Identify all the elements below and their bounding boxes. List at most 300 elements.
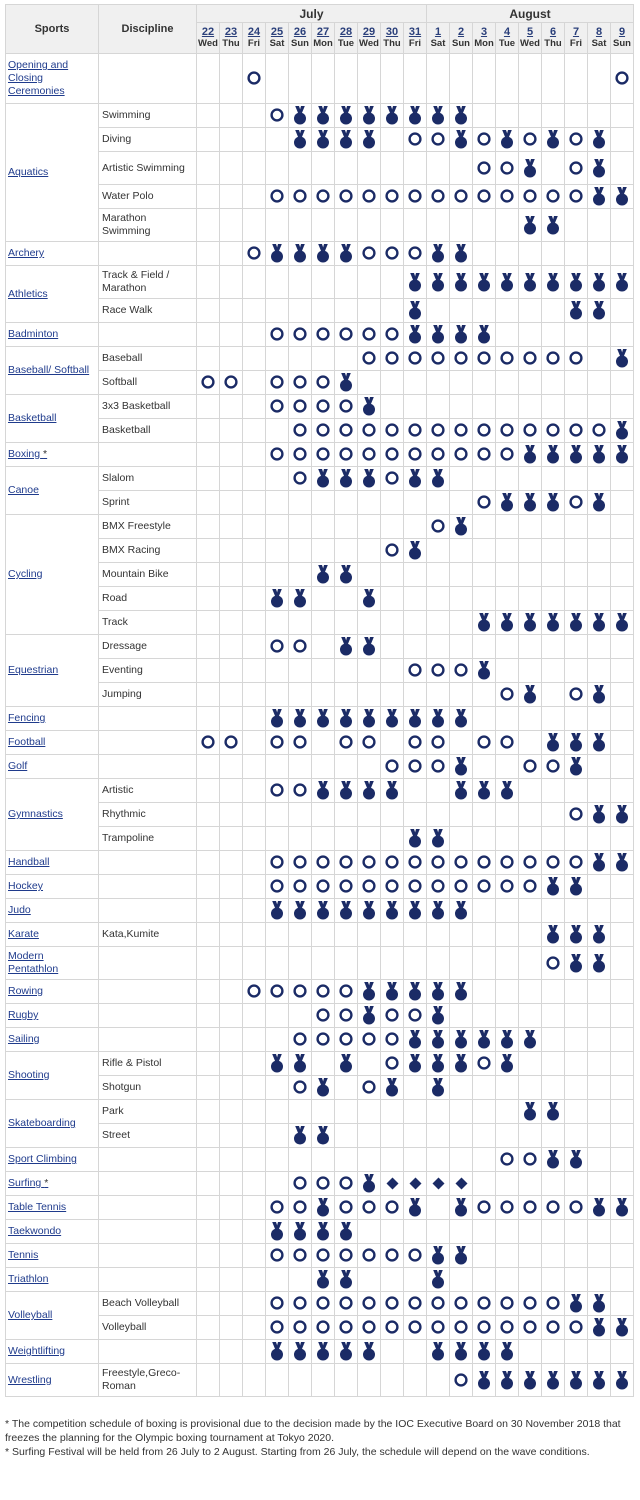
- day-cell: [450, 1268, 473, 1292]
- medal-icon: [431, 1030, 445, 1049]
- day-cell: [289, 1196, 312, 1220]
- medal-icon: [339, 1342, 353, 1361]
- sport-link[interactable]: Sport Climbing: [8, 1153, 77, 1165]
- discipline-cell: Park: [99, 1100, 197, 1124]
- sport-link[interactable]: Athletics: [8, 287, 48, 300]
- day-cell: [496, 515, 519, 539]
- day-cell: [519, 299, 542, 323]
- sport-link[interactable]: Triathlon: [8, 1273, 49, 1285]
- medal-icon: [362, 637, 376, 656]
- day-cell: [243, 419, 266, 443]
- day-cell: [358, 803, 381, 827]
- day-cell: [542, 1364, 565, 1397]
- day-cell: [312, 899, 335, 923]
- discipline-cell: Slalom: [99, 467, 197, 491]
- day-cell: [312, 299, 335, 323]
- day-cell: [243, 371, 266, 395]
- day-cell: [266, 1316, 289, 1340]
- schedule-row: [6, 152, 634, 185]
- sport-link[interactable]: Judo: [8, 904, 31, 916]
- day-cell: [266, 683, 289, 707]
- day-cell: [473, 299, 496, 323]
- day-cell: [266, 515, 289, 539]
- sport-link[interactable]: Football: [8, 736, 46, 748]
- medal-icon: [362, 130, 376, 149]
- day-cell: [404, 1340, 427, 1364]
- day-cell: [496, 371, 519, 395]
- day-cell: [473, 827, 496, 851]
- day-cell: [450, 707, 473, 731]
- medal-icon: [339, 901, 353, 920]
- day-cell: [335, 323, 358, 347]
- day-cell: [473, 209, 496, 242]
- day-cell: [588, 1340, 611, 1364]
- day-header: [266, 23, 289, 54]
- sport-cell: [6, 242, 99, 266]
- day-cell: [496, 539, 519, 563]
- day-number-link[interactable]: 30: [385, 26, 399, 38]
- day-cell: [197, 242, 220, 266]
- day-cell: [450, 323, 473, 347]
- day-cell: [335, 467, 358, 491]
- day-cell: [312, 1244, 335, 1268]
- day-cell: [611, 755, 634, 779]
- day-cell: [358, 1052, 381, 1076]
- sport-link[interactable]: Skateboarding: [8, 1117, 76, 1129]
- sport-link[interactable]: Basketball: [8, 412, 57, 424]
- day-number-link[interactable]: 28: [339, 26, 353, 38]
- day-cell: [542, 371, 565, 395]
- day-cell: [220, 635, 243, 659]
- circle-icon: [293, 189, 307, 203]
- schedule-row: [6, 419, 634, 443]
- sport-link[interactable]: Archery: [8, 247, 45, 259]
- day-cell: [335, 1268, 358, 1292]
- day-cell: [358, 323, 381, 347]
- sport-cell: [6, 1220, 99, 1244]
- day-cell: [519, 1364, 542, 1397]
- circle-icon: [431, 663, 445, 677]
- circle-icon: [339, 1248, 353, 1262]
- day-cell: [197, 1268, 220, 1292]
- medal-icon: [500, 613, 514, 632]
- day-cell: [565, 683, 588, 707]
- sport-link[interactable]: Opening and Closing Ceremonies: [8, 59, 69, 97]
- sport-link[interactable]: Shooting: [8, 1069, 50, 1081]
- day-cell: [335, 1100, 358, 1124]
- day-cell: [220, 104, 243, 128]
- day-cell: [496, 587, 519, 611]
- day-number-link[interactable]: 31: [408, 26, 422, 38]
- sport-link[interactable]: Karate: [8, 928, 39, 940]
- day-number-link[interactable]: 25: [270, 26, 284, 38]
- medal-icon: [316, 106, 330, 125]
- day-cell: [312, 1220, 335, 1244]
- medal-icon: [431, 901, 445, 920]
- day-cell: [243, 779, 266, 803]
- day-cell: [220, 899, 243, 923]
- day-cell: [243, 851, 266, 875]
- day-cell: [611, 635, 634, 659]
- day-cell: [427, 635, 450, 659]
- day-number-link[interactable]: 23: [224, 26, 238, 38]
- day-number-link[interactable]: 9: [618, 26, 626, 38]
- day-cell: [312, 54, 335, 104]
- day-header: [588, 23, 611, 54]
- sport-cell: [6, 1196, 99, 1220]
- day-number-link[interactable]: 2: [457, 26, 465, 38]
- surfing-footnote: * Surfing Festival will be held from 26 July to 2 August. Starting from 26 July, the schedule will depend on the wave conditions.: [5, 1446, 590, 1458]
- diamond-icon: [432, 1177, 445, 1190]
- schedule-row: [6, 635, 634, 659]
- day-cell: [266, 1124, 289, 1148]
- day-number-link[interactable]: 1: [434, 26, 442, 38]
- sport-link[interactable]: Weightlifting: [8, 1345, 66, 1357]
- medal-icon: [454, 901, 468, 920]
- medal-icon: [339, 1270, 353, 1289]
- day-cell: [611, 779, 634, 803]
- day-cell: [450, 266, 473, 299]
- circle-icon: [385, 447, 399, 461]
- day-cell: [473, 1364, 496, 1397]
- day-cell: [312, 419, 335, 443]
- day-cell: [312, 1124, 335, 1148]
- day-cell: [496, 899, 519, 923]
- circle-icon: [408, 759, 422, 773]
- day-cell: [312, 1028, 335, 1052]
- day-cell: [381, 1052, 404, 1076]
- medal-icon: [339, 244, 353, 263]
- day-cell: [588, 1148, 611, 1172]
- day-cell: [243, 491, 266, 515]
- day-cell: [220, 923, 243, 947]
- day-cell: [289, 1268, 312, 1292]
- day-number-link[interactable]: 27: [316, 26, 330, 38]
- day-cell: [450, 1100, 473, 1124]
- medal-icon: [546, 1150, 560, 1169]
- schedule-row: [6, 1364, 634, 1397]
- day-cell: [450, 152, 473, 185]
- schedule-body: [6, 54, 634, 1397]
- circle-icon: [523, 879, 537, 893]
- day-number-link[interactable]: 22: [201, 26, 215, 38]
- sport-link[interactable]: Cycling: [8, 568, 43, 580]
- sport-link[interactable]: Aquatics: [8, 166, 49, 178]
- day-cell: [289, 707, 312, 731]
- circle-icon: [316, 984, 330, 998]
- day-cell: [197, 1100, 220, 1124]
- day-cell: [473, 875, 496, 899]
- medal-icon: [615, 187, 629, 206]
- circle-icon: [454, 1320, 468, 1334]
- day-cell: [289, 1076, 312, 1100]
- day-cell: [335, 1244, 358, 1268]
- sport-link[interactable]: Tennis: [8, 1249, 39, 1261]
- sport-link[interactable]: Equestrian: [8, 664, 59, 676]
- sport-link[interactable]: Fencing: [8, 712, 46, 724]
- day-cell: [312, 539, 335, 563]
- day-cell: [335, 947, 358, 980]
- day-cell: [289, 731, 312, 755]
- day-cell: [266, 803, 289, 827]
- circle-icon: [523, 423, 537, 437]
- day-cell: [243, 803, 266, 827]
- sport-link[interactable]: Baseball/ Softball: [8, 364, 90, 376]
- day-cell: [473, 587, 496, 611]
- day-number-link[interactable]: 5: [526, 26, 534, 38]
- circle-icon: [523, 1320, 537, 1334]
- sport-link[interactable]: Rugby: [8, 1009, 39, 1021]
- day-cell: [404, 152, 427, 185]
- day-cell: [427, 851, 450, 875]
- medal-icon: [592, 130, 606, 149]
- schedule-row: [6, 1076, 634, 1100]
- day-cell: [611, 539, 634, 563]
- day-cell: [611, 899, 634, 923]
- day-cell: [473, 1028, 496, 1052]
- day-cell: [220, 209, 243, 242]
- day-cell: [381, 128, 404, 152]
- sport-link[interactable]: Wrestling: [8, 1373, 52, 1386]
- day-cell: [266, 875, 289, 899]
- day-cell: [358, 1028, 381, 1052]
- day-cell: [588, 54, 611, 104]
- day-cell: [473, 347, 496, 371]
- day-cell: [220, 1004, 243, 1028]
- day-header: [519, 23, 542, 54]
- day-cell: [404, 1292, 427, 1316]
- medal-icon: [523, 493, 537, 512]
- day-cell: [427, 587, 450, 611]
- circle-icon: [569, 687, 583, 701]
- day-cell: [197, 419, 220, 443]
- day-cell: [611, 1124, 634, 1148]
- day-cell: [611, 1268, 634, 1292]
- medal-icon: [615, 421, 629, 440]
- day-cell: [358, 707, 381, 731]
- schedule-row: [6, 587, 634, 611]
- day-cell: [220, 1244, 243, 1268]
- day-cell: [266, 707, 289, 731]
- circle-icon: [431, 759, 445, 773]
- sport-link[interactable]: Rowing: [8, 985, 44, 997]
- sport-link[interactable]: Taekwondo: [8, 1225, 62, 1237]
- day-cell: [358, 104, 381, 128]
- discipline-cell: Dressage: [99, 635, 197, 659]
- day-cell: [312, 803, 335, 827]
- day-cell: [220, 803, 243, 827]
- day-cell: [404, 266, 427, 299]
- day-cell: [335, 104, 358, 128]
- circle-icon: [454, 423, 468, 437]
- day-cell: [197, 851, 220, 875]
- day-cell: [565, 1364, 588, 1397]
- sport-link[interactable]: Handball: [8, 856, 50, 868]
- medal-icon: [293, 106, 307, 125]
- medal-icon: [477, 613, 491, 632]
- day-cell: [611, 104, 634, 128]
- circle-icon: [293, 399, 307, 413]
- day-number-link[interactable]: 8: [595, 26, 603, 38]
- day-cell: [542, 1052, 565, 1076]
- day-cell: [588, 371, 611, 395]
- day-cell: [588, 491, 611, 515]
- day-number-link[interactable]: 3: [480, 26, 488, 38]
- medal-icon: [592, 1294, 606, 1313]
- day-cell: [289, 1052, 312, 1076]
- day-cell: [381, 299, 404, 323]
- day-cell: [611, 1076, 634, 1100]
- sport-cell: [6, 1340, 99, 1364]
- day-cell: [473, 539, 496, 563]
- schedule-row: [6, 443, 634, 467]
- day-cell: [312, 779, 335, 803]
- day-cell: [473, 128, 496, 152]
- day-cell: [358, 128, 381, 152]
- day-cell: [519, 1316, 542, 1340]
- sport-cell: [6, 947, 99, 980]
- day-number-link[interactable]: 24: [247, 26, 261, 38]
- schedule-row: [6, 323, 634, 347]
- day-cell: [358, 539, 381, 563]
- day-cell: [335, 1316, 358, 1340]
- day-cell: [519, 563, 542, 587]
- schedule-row: [6, 803, 634, 827]
- day-cell: [427, 539, 450, 563]
- medal-icon: [408, 325, 422, 344]
- day-cell: [220, 980, 243, 1004]
- sport-link[interactable]: Boxing: [8, 448, 41, 460]
- day-cell: [588, 563, 611, 587]
- medal-icon: [569, 1371, 583, 1390]
- day-cell: [450, 347, 473, 371]
- day-cell: [450, 1316, 473, 1340]
- day-cell: [565, 659, 588, 683]
- day-cell: [289, 611, 312, 635]
- day-cell: [404, 851, 427, 875]
- sport-link[interactable]: Hockey: [8, 880, 44, 892]
- sport-link[interactable]: Table Tennis: [8, 1201, 67, 1213]
- medal-icon: [500, 273, 514, 292]
- medal-icon: [523, 1371, 537, 1390]
- schedule-row: [6, 539, 634, 563]
- sport-link[interactable]: Volleyball: [8, 1309, 53, 1321]
- sport-cell: [6, 1004, 99, 1028]
- day-cell: [243, 185, 266, 209]
- sport-link[interactable]: Golf: [8, 760, 28, 772]
- circle-icon: [477, 1200, 491, 1214]
- discipline-cell: Sprint: [99, 491, 197, 515]
- sport-link[interactable]: Badminton: [8, 328, 59, 340]
- month-header-row: [6, 5, 634, 23]
- day-number-link[interactable]: 7: [572, 26, 580, 38]
- day-cell: [358, 755, 381, 779]
- day-cell: [542, 242, 565, 266]
- medal-icon: [385, 1078, 399, 1097]
- day-cell: [427, 371, 450, 395]
- day-cell: [381, 899, 404, 923]
- day-cell: [473, 266, 496, 299]
- medal-icon: [293, 1222, 307, 1241]
- medal-icon: [270, 709, 284, 728]
- day-number-link[interactable]: 6: [549, 26, 557, 38]
- day-cell: [611, 1196, 634, 1220]
- discipline-cell: [99, 443, 197, 467]
- sport-link[interactable]: Gymnastics: [8, 808, 63, 820]
- discipline-cell: [99, 1196, 197, 1220]
- day-cell: [565, 827, 588, 851]
- medal-icon: [293, 1342, 307, 1361]
- circle-icon: [569, 1320, 583, 1334]
- day-cell: [197, 947, 220, 980]
- circle-icon: [339, 735, 353, 749]
- sport-link[interactable]: Canoe: [8, 484, 39, 496]
- circle-icon: [408, 735, 422, 749]
- day-cell: [220, 779, 243, 803]
- day-number-link[interactable]: 26: [293, 26, 307, 38]
- sport-link[interactable]: Sailing: [8, 1033, 40, 1045]
- discipline-cell: Swimming: [99, 104, 197, 128]
- day-cell: [565, 851, 588, 875]
- day-cell: [588, 128, 611, 152]
- circle-icon: [293, 1032, 307, 1046]
- day-cell: [496, 104, 519, 128]
- day-cell: [197, 185, 220, 209]
- medal-icon: [454, 757, 468, 776]
- day-cell: [312, 1148, 335, 1172]
- day-cell: [381, 635, 404, 659]
- circle-icon: [569, 189, 583, 203]
- sport-link[interactable]: Modern Pentathlon: [8, 950, 59, 975]
- day-cell: [381, 1340, 404, 1364]
- day-cell: [266, 1100, 289, 1124]
- discipline-cell: [99, 323, 197, 347]
- day-cell: [450, 659, 473, 683]
- circle-icon: [362, 855, 376, 869]
- weekday-label: Sun: [291, 38, 309, 49]
- day-cell: [519, 875, 542, 899]
- day-cell: [335, 54, 358, 104]
- day-cell: [450, 371, 473, 395]
- day-cell: [427, 1244, 450, 1268]
- day-cell: [427, 923, 450, 947]
- day-cell: [358, 1244, 381, 1268]
- day-cell: [565, 707, 588, 731]
- circle-icon: [454, 1296, 468, 1310]
- day-cell: [289, 563, 312, 587]
- day-number-link[interactable]: 4: [503, 26, 511, 38]
- day-cell: [519, 899, 542, 923]
- day-cell: [381, 851, 404, 875]
- day-number-link[interactable]: 29: [362, 26, 376, 38]
- day-cell: [542, 1148, 565, 1172]
- schedule-row: [6, 128, 634, 152]
- sport-link[interactable]: Surfing: [8, 1177, 42, 1189]
- medal-icon: [362, 901, 376, 920]
- day-cell: [358, 899, 381, 923]
- day-cell: [565, 1028, 588, 1052]
- day-cell: [381, 419, 404, 443]
- day-cell: [519, 152, 542, 185]
- day-cell: [588, 185, 611, 209]
- day-cell: [611, 1172, 634, 1196]
- circle-icon: [293, 1296, 307, 1310]
- day-cell: [496, 419, 519, 443]
- day-cell: [358, 1100, 381, 1124]
- weekday-label: Sat: [591, 38, 607, 49]
- day-cell: [220, 371, 243, 395]
- day-cell: [496, 395, 519, 419]
